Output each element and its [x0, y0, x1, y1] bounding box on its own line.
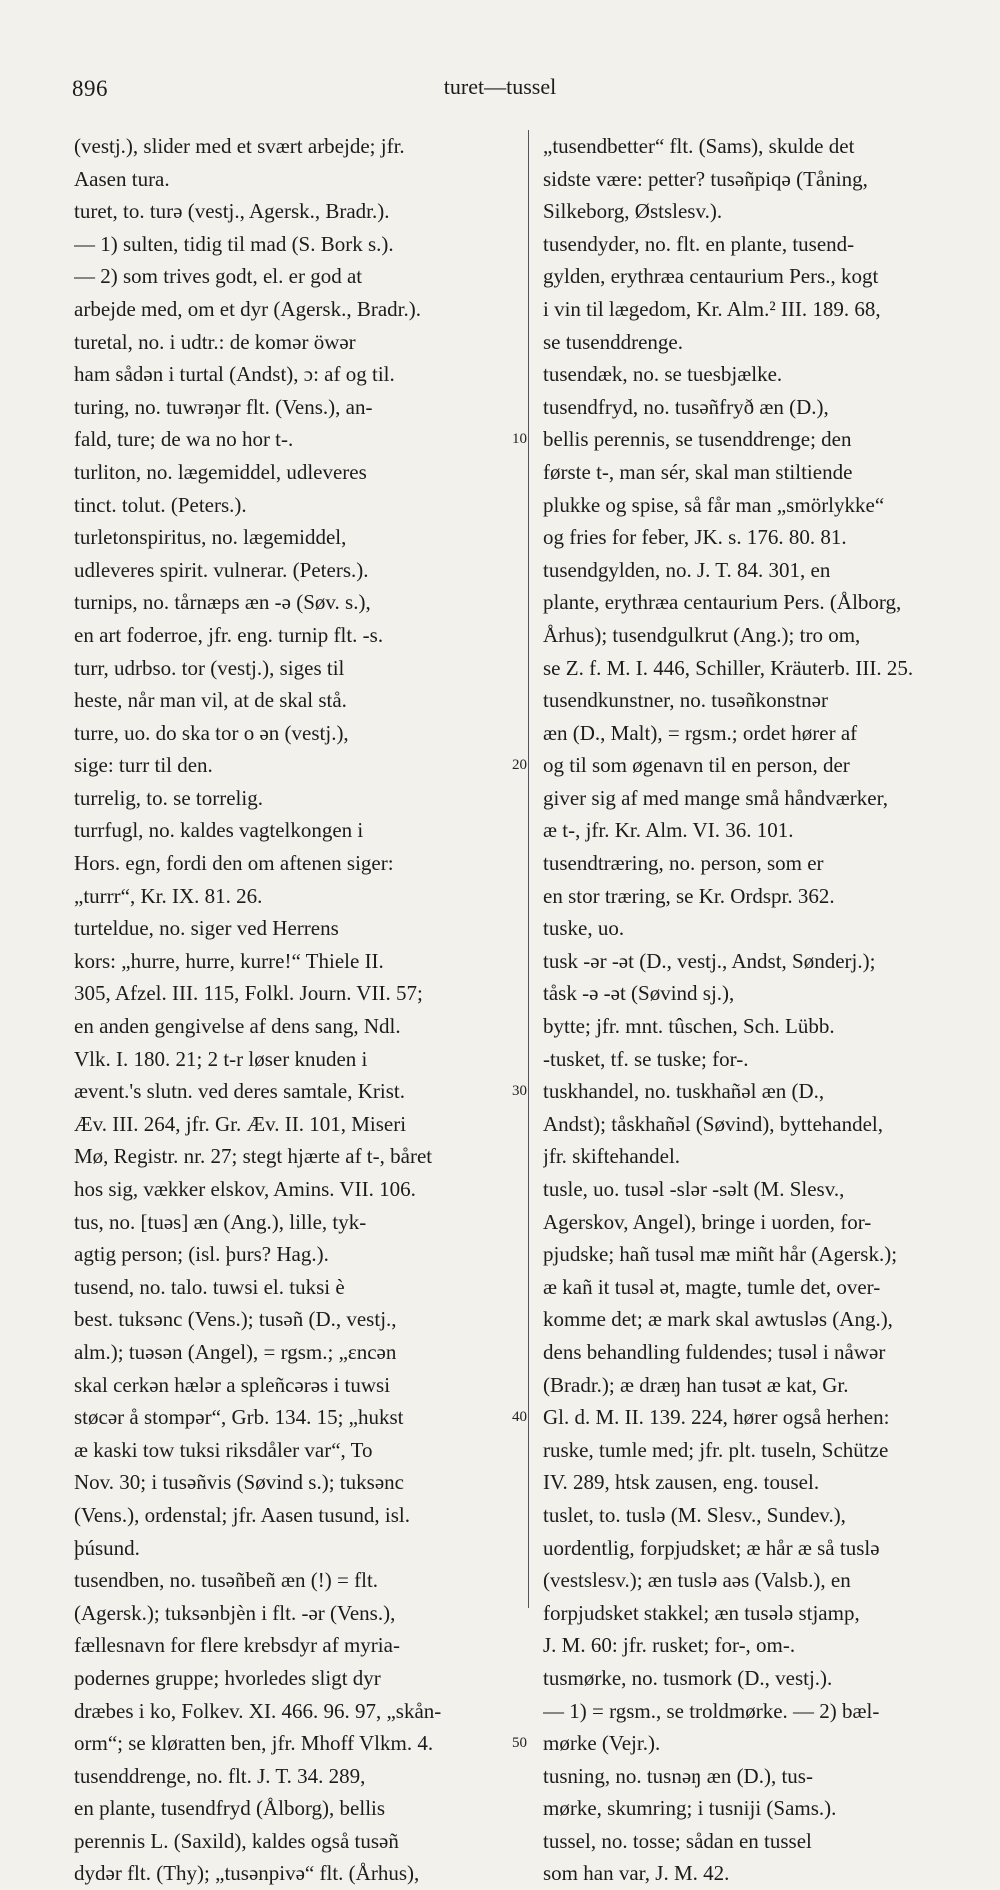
text-line: tåsk -ə -ət (Søvind sj.), [543, 981, 735, 1006]
text-line: kors: „hurre, hurre, kurre!“ Thiele II. [74, 948, 384, 973]
text-line: dræbes i ko, Folkev. XI. 466. 96. 97, „skån- [74, 1698, 442, 1723]
text-line: turteldue, no. siger ved Herrens [74, 916, 339, 941]
text-line: skal cerkən hælər a spleñcərəs i tuwsi [74, 1372, 391, 1397]
text-line: turrelig, to. se torrelig. [74, 785, 263, 810]
text-line: se Z. f. M. I. 446, Schiller, Kräuterb. III. 25. [543, 655, 914, 680]
text-line: Nov. 30; i tusəñvis (Søvind s.); tuksənc [74, 1470, 404, 1495]
line-number: 20 [512, 757, 527, 774]
text-line: fællesnavn for flere krebsdyr af myria- [74, 1633, 400, 1658]
text-line: turet, to. turə (vestj., Agersk., Bradr.). [74, 199, 390, 224]
text-line: tusendfryd, no. tusəñfryð æn (D.), [543, 394, 829, 419]
text-line: gylden, erythræa centaurium Pers., kogt [543, 264, 879, 289]
left-column [74, 130, 508, 1890]
text-line: uordentlig, forpjudsket; æ hår æ så tuslə [543, 1535, 880, 1560]
text-line: tusendyder, no. flt. en plante, tusend- [543, 231, 855, 256]
text-line: podernes gruppe; hvorledes sligt dyr [74, 1665, 381, 1690]
text-line: tusle, uo. tusəl -slər -səlt (M. Slesv., [543, 1177, 845, 1201]
page-number: 896 [72, 76, 108, 101]
text-line: tusendgylden, no. J. T. 84. 301, en [543, 557, 831, 582]
text-line: „turrr“, Kr. IX. 81. 26. [74, 883, 263, 908]
text-line: (Agersk.); tuksənbjèn i flt. -ər (Vens.), [74, 1600, 396, 1625]
text-line: -tusket, tf. se tuske; for-. [543, 1046, 749, 1071]
text-line: Andst); tåskhañəl (Søvind), byttehandel, [543, 1111, 884, 1136]
line-number: 40 [512, 1409, 527, 1426]
text-line: J. M. 60: jfr. rusket; for-, om-. [543, 1633, 796, 1658]
text-line: fald, ture; de wa no hor t-. [74, 427, 294, 452]
text-line: tusendben, no. tusəñbeñ æn (!) = flt. [74, 1568, 379, 1593]
text-line: sige: turr til den. [74, 753, 213, 778]
text-line: æn (D., Malt), = rgsm.; ordet hører af [543, 720, 858, 745]
text-line: en stor træring, se Kr. Ordspr. 362. [543, 883, 835, 908]
text-line: støcər å stompər“, Grb. 134. 15; „hukst [74, 1405, 404, 1430]
text-line: æ t-, jfr. Kr. Alm. VI. 36. 101. [543, 818, 794, 843]
text-line: plukke og spise, så får man „smörlykke“ [543, 492, 885, 517]
text-line: tusendæk, no. se tuesbjælke. [543, 362, 783, 387]
column-divider [528, 130, 529, 1608]
text-line: i vin til lægedom, Kr. Alm.² III. 189. 68, [543, 296, 881, 321]
text-line: Aasen tura. [74, 166, 170, 191]
line-number: 30 [512, 1083, 527, 1100]
text-line: (vestslesv.); æn tuslə aəs (Valsb.), en [543, 1568, 851, 1593]
text-line: orm“; se kløratten ben, jfr. Mhoff Vlkm. 4. [74, 1731, 434, 1756]
text-line: bytte; jfr. mnt. tûschen, Sch. Lübb. [543, 1014, 835, 1039]
text-line: tuske, uo. [543, 916, 625, 941]
text-line: tinct. tolut. (Peters.). [74, 492, 247, 517]
text-line: forpjudsket stakkel; æn tusələ stjamp, [543, 1600, 860, 1625]
text-line: Vlk. I. 180. 21; 2 t-r løser knuden i [74, 1046, 368, 1071]
text-line: en anden gengivelse af dens sang, Ndl. [74, 1014, 401, 1039]
text-line: arbejde med, om et dyr (Agersk., Bradr.). [74, 296, 421, 321]
text-line: Hors. egn, fordi den om aftenen siger: [74, 851, 394, 876]
text-line: dens behandling fuldendes; tusəl i nåwər [543, 1339, 886, 1364]
text-line: tuskhandel, no. tuskhañəl æn (D., [543, 1079, 825, 1104]
text-line: perennis L. (Saxild), kaldes også tusəñ [74, 1828, 399, 1853]
text-line: tusendkunstner, no. tusəñkonstnər [543, 688, 828, 713]
text-line: Gl. d. M. II. 139. 224, hører også herhen: [543, 1405, 890, 1430]
text-line: (Bradr.); æ dræŋ han tusət æ kat, Gr. [543, 1372, 849, 1397]
right-column [543, 130, 975, 1890]
text-line: tusend, no. talo. tuwsi el. tuksi è [74, 1274, 345, 1299]
running-head: turet—tussel [443, 74, 557, 99]
text-line: bellis perennis, se tusenddrenge; den [543, 427, 852, 452]
text-line: turrfugl, no. kaldes vagtelkongen i [74, 818, 364, 843]
text-line: giver sig af med mange små håndværker, [543, 785, 888, 810]
text-line: best. tuksənc (Vens.); tusəñ (D., vestj., [74, 1307, 397, 1332]
text-line: plante, erythræa centaurium Pers. (Ålborg, [543, 590, 902, 615]
text-line: hos sig, vækker elskov, Amins. VII. 106. [74, 1177, 416, 1201]
text-line: æ kañ it tusəl ət, magte, tumle det, over- [543, 1274, 881, 1299]
text-line: turing, no. tuwrəŋər flt. (Vens.), an- [74, 394, 373, 419]
text-line: turre, uo. do ska tor o ən (vestj.), [74, 720, 349, 745]
text-line: ham sådən i turtal (Andst), ɔ: af og til. [74, 362, 395, 387]
text-line: tuslet, to. tuslə (M. Slesv., Sundev.), [543, 1502, 846, 1527]
text-line: (Vens.), ordenstal; jfr. Aasen tusund, isl. [74, 1502, 410, 1527]
text-line: — 1) = rgsm., se troldmørke. — 2) bæl- [543, 1698, 880, 1723]
text-line: — 1) sulten, tidig til mad (S. Bork s.). [74, 231, 394, 256]
text-line: alm.); tuəsən (Angel), = rgsm.; „ɛncən [74, 1339, 397, 1364]
text-line: æ kaski tow tuksi riksdåler var“, To [74, 1437, 373, 1462]
text-line: 305, Afzel. III. 115, Folkl. Journ. VII. 57; [74, 981, 423, 1006]
text-line: og fries for feber, JK. s. 176. 80. 81. [543, 525, 847, 550]
text-line: Mø, Registr. nr. 27; stegt hjærte af t-, båret [74, 1144, 433, 1169]
text-line: „tusendbetter“ flt. (Sams), skulde det [543, 134, 855, 158]
text-line: ruske, tumle med; jfr. plt. tuseln, Schütze [543, 1437, 889, 1462]
text-line: pjudske; hañ tusəl mæ miñt hår (Agersk.); [543, 1242, 898, 1267]
text-line: Agerskov, Angel), bringe i uorden, for- [543, 1209, 872, 1234]
text-line: turr, udrbso. tor (vestj.), siges til [74, 655, 345, 680]
text-line: (vestj.), slider med et svært arbejde; jfr. [74, 134, 405, 158]
text-line: mørke (Vejr.). [543, 1731, 661, 1756]
text-line: Århus); tusendgulkrut (Ang.); tro om, [543, 622, 861, 647]
text-line: — 2) som trives godt, el. er god at [74, 264, 363, 289]
text-line: turletonspiritus, no. lægemiddel, [74, 525, 347, 550]
text-line: se tusenddrenge. [543, 329, 683, 354]
text-line: sidste være: petter? tusəñpiqə (Tåning, [543, 166, 868, 191]
text-line: som han var, J. M. 42. [543, 1861, 730, 1886]
text-line: tusenddrenge, no. flt. J. T. 34. 289, [74, 1763, 366, 1788]
text-line: tusendtræring, no. person, som er [543, 851, 824, 876]
text-line: og til som øgenavn til en person, der [543, 753, 850, 778]
text-line: tusk -ər -ət (D., vestj., Andst, Sønderj.); [543, 948, 876, 973]
text-line: þúsund. [74, 1535, 140, 1560]
text-line: tusning, no. tusnəŋ æn (D.), tus- [543, 1763, 813, 1788]
text-line: IV. 289, htsk zausen, eng. tousel. [543, 1470, 820, 1495]
text-line: udleveres spirit. vulnerar. (Peters.). [74, 557, 369, 582]
text-line: turnips, no. tårnæps æn -ə (Søv. s.), [74, 590, 371, 615]
line-number: 50 [512, 1735, 527, 1752]
text-line: første t-, man sér, skal man stiltiende [543, 459, 853, 484]
line-number: 10 [512, 431, 527, 448]
text-line: Æv. III. 264, jfr. Gr. Æv. II. 101, Miseri [74, 1111, 407, 1136]
text-line: ævent.'s slutn. ved deres samtale, Krist. [74, 1079, 405, 1104]
text-line: turetal, no. i udtr.: de komər öwər [74, 329, 356, 354]
text-line: Silkeborg, Østslesv.). [543, 199, 723, 224]
text-line: tussel, no. tosse; sådan en tussel [543, 1828, 812, 1853]
text-line: dydər flt. (Thy); „tusənpivə“ flt. (Århus), [74, 1861, 420, 1886]
text-line: jfr. skiftehandel. [543, 1144, 681, 1169]
text-line: en plante, tusendfryd (Ålborg), bellis [74, 1796, 386, 1821]
text-line: mørke, skumring; i tusniji (Sams.). [543, 1796, 837, 1821]
text-line: komme det; æ mark skal awtusləs (Ang.), [543, 1307, 893, 1332]
text-line: tus, no. [tuəs] æn (Ang.), lille, tyk- [74, 1209, 367, 1234]
text-line: turliton, no. lægemiddel, udleveres [74, 459, 367, 484]
text-line: tusmørke, no. tusmork (D., vestj.). [543, 1665, 833, 1690]
text-line: agtig person; (isl. þurs? Hag.). [74, 1242, 329, 1267]
text-line: en art foderroe, jfr. eng. turnip flt. -s. [74, 622, 384, 647]
text-line: heste, når man vil, at de skal stå. [74, 688, 347, 713]
